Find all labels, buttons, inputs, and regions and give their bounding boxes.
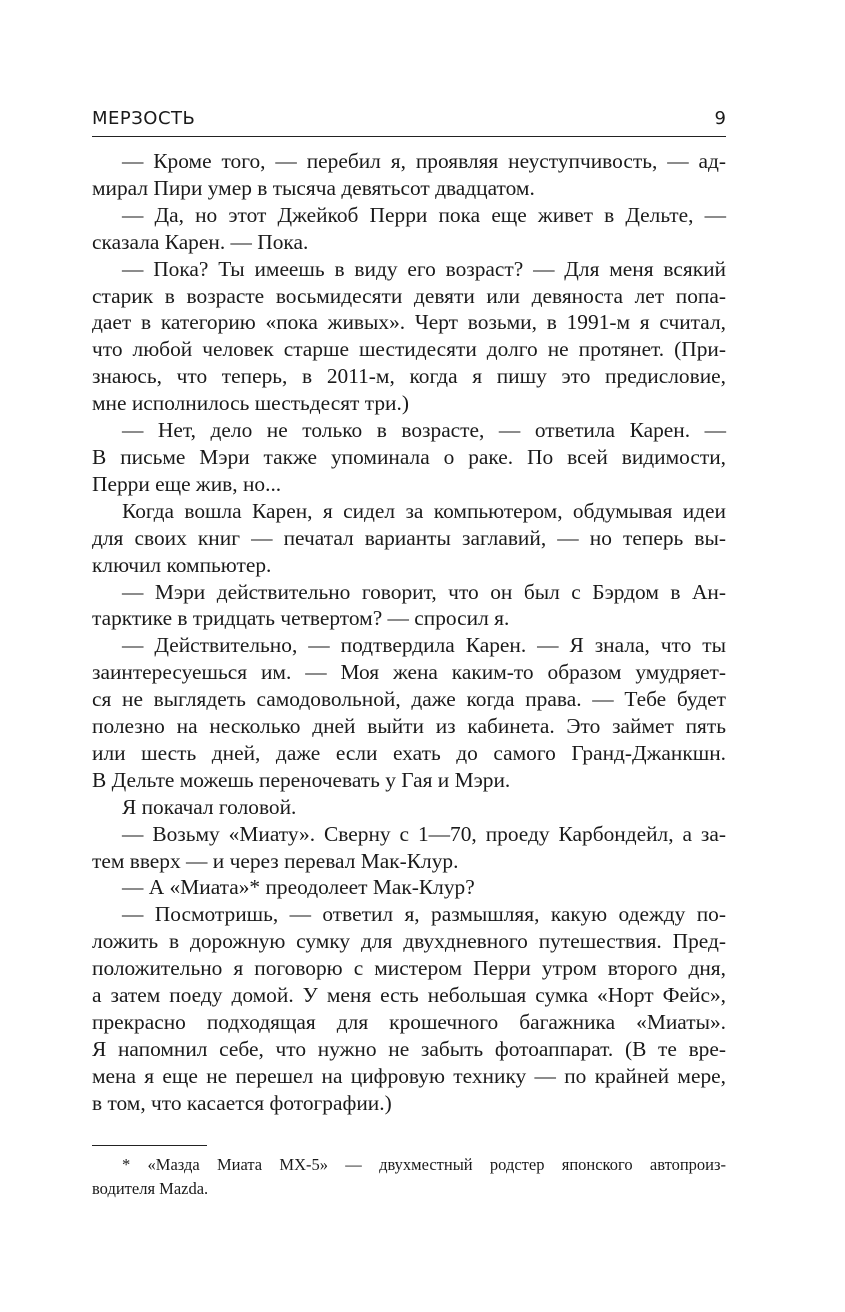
text-line: Перри еще жив, но...: [92, 471, 282, 496]
text-line: — Да, но этот Джейкоб Перри пока еще живет в Дельте, —: [122, 202, 726, 227]
footnote-line: * «Мазда Миата МХ-5» — двухместный родстер японского автопроиз-: [122, 1155, 726, 1174]
text-line: мирал Пири умер в тысяча девятьсот двадцатом.: [92, 175, 535, 200]
text-line: В Дельте можешь переночевать у Гая и Мэри.: [92, 767, 511, 792]
text-line: тем вверх — и через перевал Мак-Клур.: [92, 848, 459, 873]
text-line: для своих книг — печатал варианты заглавий, — но теперь вы-: [92, 525, 726, 550]
paragraph: [92, 417, 726, 498]
text-line: или шесть дней, даже если ехать до самого Гранд-Джанкшн.: [92, 740, 726, 765]
text-line: — Действительно, — подтвердила Карен. — Я знала, что ты: [122, 633, 726, 658]
text-line: — Посмотришь, — ответил я, размышляя, какую одежду по-: [122, 902, 726, 927]
footnote-rule: [92, 1145, 207, 1146]
text-line: — Возьму «Миату». Сверну с 1—70, проеду Карбондейл, а за-: [122, 821, 726, 846]
paragraph: [92, 794, 726, 821]
text-line: В письме Мэри также упоминала о раке. По всей видимости,: [92, 444, 726, 469]
text-line: старик в возрасте восьмидесяти девяти или девяноста лет попа-: [92, 283, 726, 308]
paragraph: [92, 874, 726, 901]
text-line: — Нет, дело не только в возрасте, — ответила Карен. —: [122, 418, 726, 443]
paragraph: [92, 202, 726, 256]
header-rule: [92, 136, 726, 137]
text-line: Я напомнил себе, что нужно не забыть фотоаппарат. (В те вре-: [92, 1036, 726, 1061]
text-line: ся не выглядеть самодовольной, даже когда права. — Тебе будет: [92, 687, 726, 712]
running-header: [92, 106, 726, 132]
text-line: а затем поеду домой. У меня есть небольшая сумка «Норт Фейс»,: [92, 983, 726, 1008]
running-title: МЕРЗОСТЬ: [92, 108, 196, 129]
paragraph: [92, 256, 726, 417]
text-line: — Кроме того, — перебил я, проявляя неуступчивость, — ад-: [122, 149, 726, 173]
text-line: мена я еще не перешел на цифровую технику — по крайней мере,: [92, 1063, 726, 1088]
text-line: полезно на несколько дней выйти из кабинета. Это займет пять: [92, 714, 726, 739]
text-line: знаюсь, что теперь, в 2011-м, когда я пишу это предисловие,: [92, 364, 726, 389]
text-line: прекрасно подходящая для крошечного багажника «Миаты».: [92, 1010, 726, 1034]
text-line: — Пока? Ты имеешь в виду его возраст? — Для меня всякий: [122, 256, 726, 281]
footnote: [92, 1153, 726, 1201]
text-line: Я покачал головой.: [122, 794, 297, 819]
text-line: мне исполнилось шестьдесят три.): [92, 391, 409, 416]
text-line: сказала Карен. — Пока.: [92, 229, 309, 254]
page-number: 9: [714, 108, 726, 129]
text-line: Когда вошла Карен, я сидел за компьютером, обдумывая идеи: [122, 498, 726, 523]
paragraph: [92, 498, 726, 579]
paragraph: [92, 632, 726, 793]
text-line: дает в категорию «пока живых». Черт возьми, в 1991-м я считал,: [92, 310, 726, 335]
text-line: заинтересуешься им. — Моя жена каким-то образом умудряет-: [92, 660, 726, 685]
text-line: что любой человек старше шестидесяти долго не протянет. (При-: [92, 337, 726, 362]
text-line: тарктике в тридцать четвертом? — спросил я.: [92, 606, 510, 631]
text-line: ложить в дорожную сумку для двухдневного путешествия. Пред-: [92, 929, 726, 954]
paragraph: [92, 821, 726, 875]
paragraph: [92, 579, 726, 633]
text-line: в том, что касается фотографии.): [92, 1090, 392, 1115]
body-text: [92, 148, 726, 1117]
footnote-line: водителя Mazda.: [92, 1179, 209, 1198]
text-line: — А «Миата»* преодолеет Мак-Клур?: [122, 875, 475, 900]
text-line: положительно я поговорю с мистером Перри утром второго дня,: [92, 956, 726, 981]
text-line: — Мэри действительно говорит, что он был с Бэрдом в Ан-: [122, 579, 726, 604]
paragraph: [92, 901, 726, 1116]
text-line: ключил компьютер.: [92, 552, 272, 577]
paragraph: [92, 148, 726, 202]
